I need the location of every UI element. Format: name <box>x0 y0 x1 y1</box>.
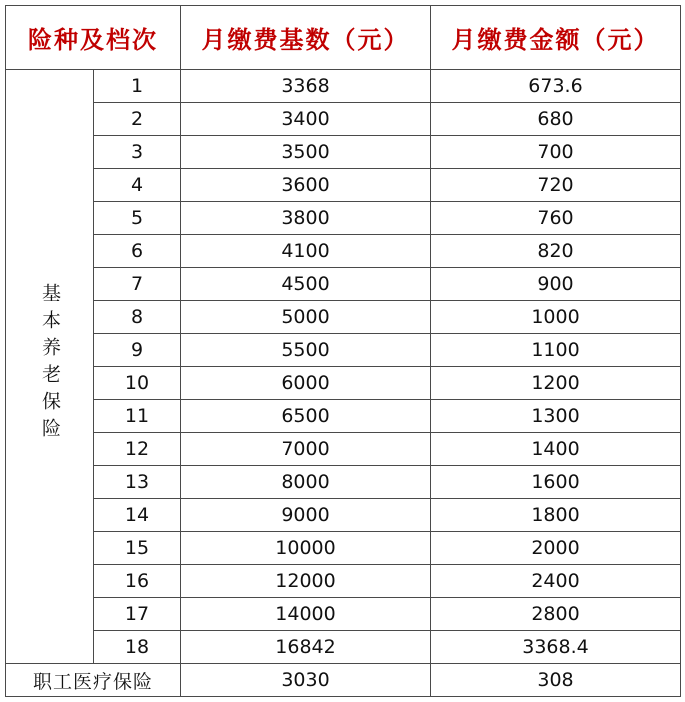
base-cell: 3600 <box>181 169 431 202</box>
table-row <box>6 334 681 367</box>
amount-cell: 820 <box>431 235 681 268</box>
pension-category-label: 基本养老保险 <box>39 283 61 445</box>
amount-cell: 1200 <box>431 367 681 400</box>
level-cell: 5 <box>94 202 181 235</box>
level-cell: 17 <box>94 598 181 631</box>
base-cell: 9000 <box>181 499 431 532</box>
base-cell: 14000 <box>181 598 431 631</box>
medical-amount-cell: 308 <box>431 664 681 697</box>
pension-category-cell <box>6 70 94 664</box>
table-row <box>6 499 681 532</box>
level-cell: 1 <box>94 70 181 103</box>
level-cell: 8 <box>94 301 181 334</box>
insurance-fee-table <box>5 5 681 697</box>
level-cell: 4 <box>94 169 181 202</box>
level-cell: 10 <box>94 367 181 400</box>
amount-cell: 720 <box>431 169 681 202</box>
level-cell: 12 <box>94 433 181 466</box>
amount-cell: 700 <box>431 136 681 169</box>
level-cell: 11 <box>94 400 181 433</box>
table-row <box>6 268 681 301</box>
base-cell: 6000 <box>181 367 431 400</box>
amount-cell: 760 <box>431 202 681 235</box>
amount-cell: 2400 <box>431 565 681 598</box>
amount-cell: 900 <box>431 268 681 301</box>
amount-cell: 3368.4 <box>431 631 681 664</box>
amount-cell: 2000 <box>431 532 681 565</box>
base-cell: 5000 <box>181 301 431 334</box>
table-container <box>5 5 681 697</box>
table-row <box>6 565 681 598</box>
table-row <box>6 367 681 400</box>
table-row <box>6 70 681 103</box>
table-row <box>6 103 681 136</box>
level-cell: 7 <box>94 268 181 301</box>
table-row <box>6 400 681 433</box>
table-row <box>6 136 681 169</box>
table-row <box>6 202 681 235</box>
medical-row <box>6 664 681 697</box>
header-monthly-amount: 月缴费金额（元） <box>431 6 681 70</box>
header-monthly-base: 月缴费基数（元） <box>181 6 431 70</box>
amount-cell: 1800 <box>431 499 681 532</box>
level-cell: 2 <box>94 103 181 136</box>
table-row <box>6 532 681 565</box>
base-cell: 3368 <box>181 70 431 103</box>
table-row <box>6 301 681 334</box>
level-cell: 3 <box>94 136 181 169</box>
base-cell: 4500 <box>181 268 431 301</box>
amount-cell: 673.6 <box>431 70 681 103</box>
table-row <box>6 466 681 499</box>
header-category-level: 险种及档次 <box>6 6 181 70</box>
amount-cell: 1600 <box>431 466 681 499</box>
base-cell: 12000 <box>181 565 431 598</box>
table-row <box>6 235 681 268</box>
table-row <box>6 598 681 631</box>
amount-cell: 680 <box>431 103 681 136</box>
amount-cell: 1100 <box>431 334 681 367</box>
table-row <box>6 169 681 202</box>
level-cell: 6 <box>94 235 181 268</box>
level-cell: 15 <box>94 532 181 565</box>
base-cell: 3500 <box>181 136 431 169</box>
base-cell: 6500 <box>181 400 431 433</box>
level-cell: 18 <box>94 631 181 664</box>
table-body <box>6 70 681 697</box>
base-cell: 3800 <box>181 202 431 235</box>
base-cell: 16842 <box>181 631 431 664</box>
medical-base-cell: 3030 <box>181 664 431 697</box>
medical-category-label: 职工医疗保险 <box>6 664 181 697</box>
base-cell: 3400 <box>181 103 431 136</box>
base-cell: 4100 <box>181 235 431 268</box>
amount-cell: 1000 <box>431 301 681 334</box>
table-row <box>6 631 681 664</box>
header-row <box>6 6 681 70</box>
table-row <box>6 433 681 466</box>
amount-cell: 1300 <box>431 400 681 433</box>
level-cell: 13 <box>94 466 181 499</box>
level-cell: 14 <box>94 499 181 532</box>
level-cell: 9 <box>94 334 181 367</box>
base-cell: 5500 <box>181 334 431 367</box>
amount-cell: 1400 <box>431 433 681 466</box>
base-cell: 10000 <box>181 532 431 565</box>
level-cell: 16 <box>94 565 181 598</box>
base-cell: 8000 <box>181 466 431 499</box>
base-cell: 7000 <box>181 433 431 466</box>
amount-cell: 2800 <box>431 598 681 631</box>
